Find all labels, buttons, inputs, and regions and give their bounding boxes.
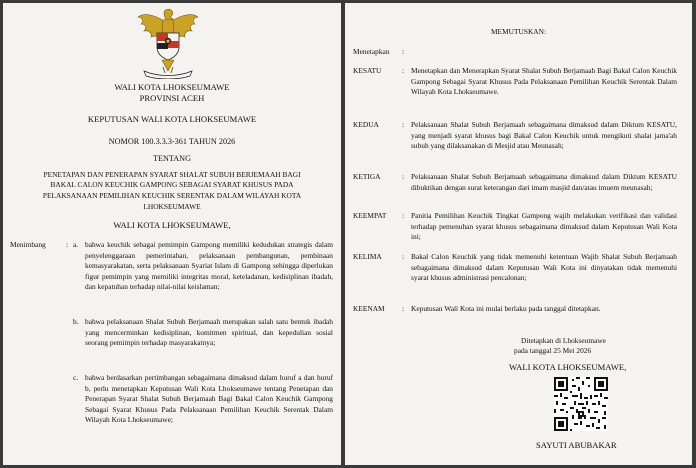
heading-city: WALI KOTA LHOKSEUMAWE [114, 82, 230, 92]
menetapkan-label: Menetapkan [353, 47, 390, 56]
item-kelima-text: Bakal Calon Keuchik yang tidak memenuhi ketentuan Wajib Shalat Subuh Berjamaah sebagaimana dimaksud dalam Keputusan Wali Kota ini dinyatakan tidak memenuhi syarat khusus administrasi pencalonan; [411, 252, 677, 283]
point-c-marker: c. [73, 373, 79, 382]
item-keenam-label: KEENAM [353, 304, 385, 313]
memutuskan-heading: MEMUTUSKAN: [490, 27, 547, 36]
subject-line-2: BAKAL CALON KEUCHIK GAMPONG SEBAGAI SYARAT KHUSUS PADA [50, 180, 294, 189]
heading-province: PROVINSI ACEH [139, 93, 205, 103]
item-keempat-colon: : [402, 211, 405, 220]
subject-line-1: PENETAPAN DAN PENERAPAN SYARAT SHALAT SUBUH BERJEMAAH BAGI [43, 170, 301, 179]
page-left [3, 3, 341, 465]
decree-title: KEPUTUSAN WALI KOTA LHOKSEUMAWE [87, 114, 257, 124]
item-kedua-label: KEDUA [353, 120, 379, 129]
item-kesatu-text: Menetapkan dan Menerapkan Syarat Shalat Subuh Berjamaah Bagi Bakal Calon Keuchik Gampong Sebagai Syarat Khusus Pada Pelaksanaan Pemilihan Keuchik Serentak Dalam Wilayah Kota Lhokseumawe. [411, 66, 677, 97]
item-keenam-text: Keputusan Wali Kota ini mulai berlaku pada tanggal ditetapkan. [411, 304, 601, 313]
menetapkan-colon: : [402, 47, 405, 56]
signer-title: WALI KOTA LHOKSEUMAWE, [509, 362, 627, 372]
garuda-emblem-icon [134, 7, 202, 79]
point-c-text: bahwa berdasarkan pertimbangan sebagaimana dimaksud dalam huruf a dan huruf b, perlu menetapkan Keputusan Wali Kota Lhokseumawe tentang Penetapan dan Penerapan Syarat Shalat Subuh Berjamaah Bagi Bakal Calon Keuchik Gampong Sebagai Syarat Khusus Pada Pelaksanaan Pemilihan Keuchik Serentak Dalam Wilayah Kota Lhokseumawe; [85, 373, 333, 425]
signer-name: SAYUTI ABUBAKAR [536, 440, 617, 450]
point-b-marker: b. [73, 317, 79, 326]
item-kelima-colon: : [402, 252, 405, 261]
decree-number: NOMOR 100.3.3.3-361 TAHUN 2026 [108, 137, 236, 146]
menimbang-label: Menimbang [10, 240, 46, 249]
item-ketiga-text: Pelaksanaan Shalat Subuh Berjamaah sebagaimana dimaksud dalam Diktum KESATU dibuktikan dengan surat keterangan dari imam masjid dan/atau imuem meunasah; [411, 172, 677, 192]
item-kesatu-label: KESATU [353, 66, 382, 75]
item-keempat-label: KEEMPAT [353, 211, 387, 220]
item-keempat-text: Panitia Pemilihan Keuchik Tingkat Gampong wajib melakukan verifikasi dan validasi terhadap pemenuhan syarat khusus sebagaimana dimaksud dalam Keputusan Wali Kota ini; [411, 211, 677, 242]
item-kedua-colon: : [402, 120, 405, 129]
issuer-heading: WALI KOTA LHOKSEUMAWE, [113, 220, 231, 230]
item-kelima-label: KELIMA [353, 252, 382, 261]
page-right [345, 3, 692, 465]
subject-line-4: LHOKSEUMAWE [143, 202, 201, 211]
date-line: pada tanggal 25 Mei 2026 [514, 346, 592, 355]
point-b-text: bahwa pelaksanaan Shalat Subuh Berjamaah merupakan salah satu bentuk ibadah yang mencerminkan kedisiplinan, komitmen spiritual, dan kepedulian sosial seorang pemimpin terhadap masyarakatnya; [85, 317, 333, 348]
tentang-heading: TENTANG [153, 154, 191, 163]
item-kesatu-colon: : [402, 66, 405, 75]
subject-line-3: PELAKSANAAN PEMILIHAN KEUCHIK SERENTAK DALAM WILAYAH KOTA [42, 191, 302, 200]
item-ketiga-label: KETIGA [353, 172, 381, 181]
point-a-marker: a. [73, 240, 79, 249]
item-keenam-colon: : [402, 304, 405, 313]
item-ketiga-colon: : [402, 172, 405, 181]
qr-code-icon [554, 377, 608, 431]
menimbang-colon: : [66, 240, 69, 249]
point-a-text: bahwa keuchik sebagai pemimpin Gampong memiliki kedudukan strategis dalam penyelenggaraan pemerintahan, pelaksanaan pembangunan, pembinaan kemasyarakatan, serta pelaksanaan Syariat Islam di Gampong sehingga diperlukan figur pemimpin yang memiliki integritas moral, keteladanan, kedisiplinan ibadah, dan kepatuhan terhadap nilai-nilai keislaman; [85, 240, 333, 292]
place-line: Ditetapkan di Lhokseumawe [521, 336, 606, 345]
item-kedua-text: Pelaksanaan Shalat Subuh Berjamaah sebagaimana dimaksud dalam Diktum KESATU, yang menjadi syarat khusus bagi Bakal Calon Keuchik untuk mengikuti shalat jama'ah subuh yang dilaksanakan di Mesjid atau Meunasah; [411, 120, 677, 151]
